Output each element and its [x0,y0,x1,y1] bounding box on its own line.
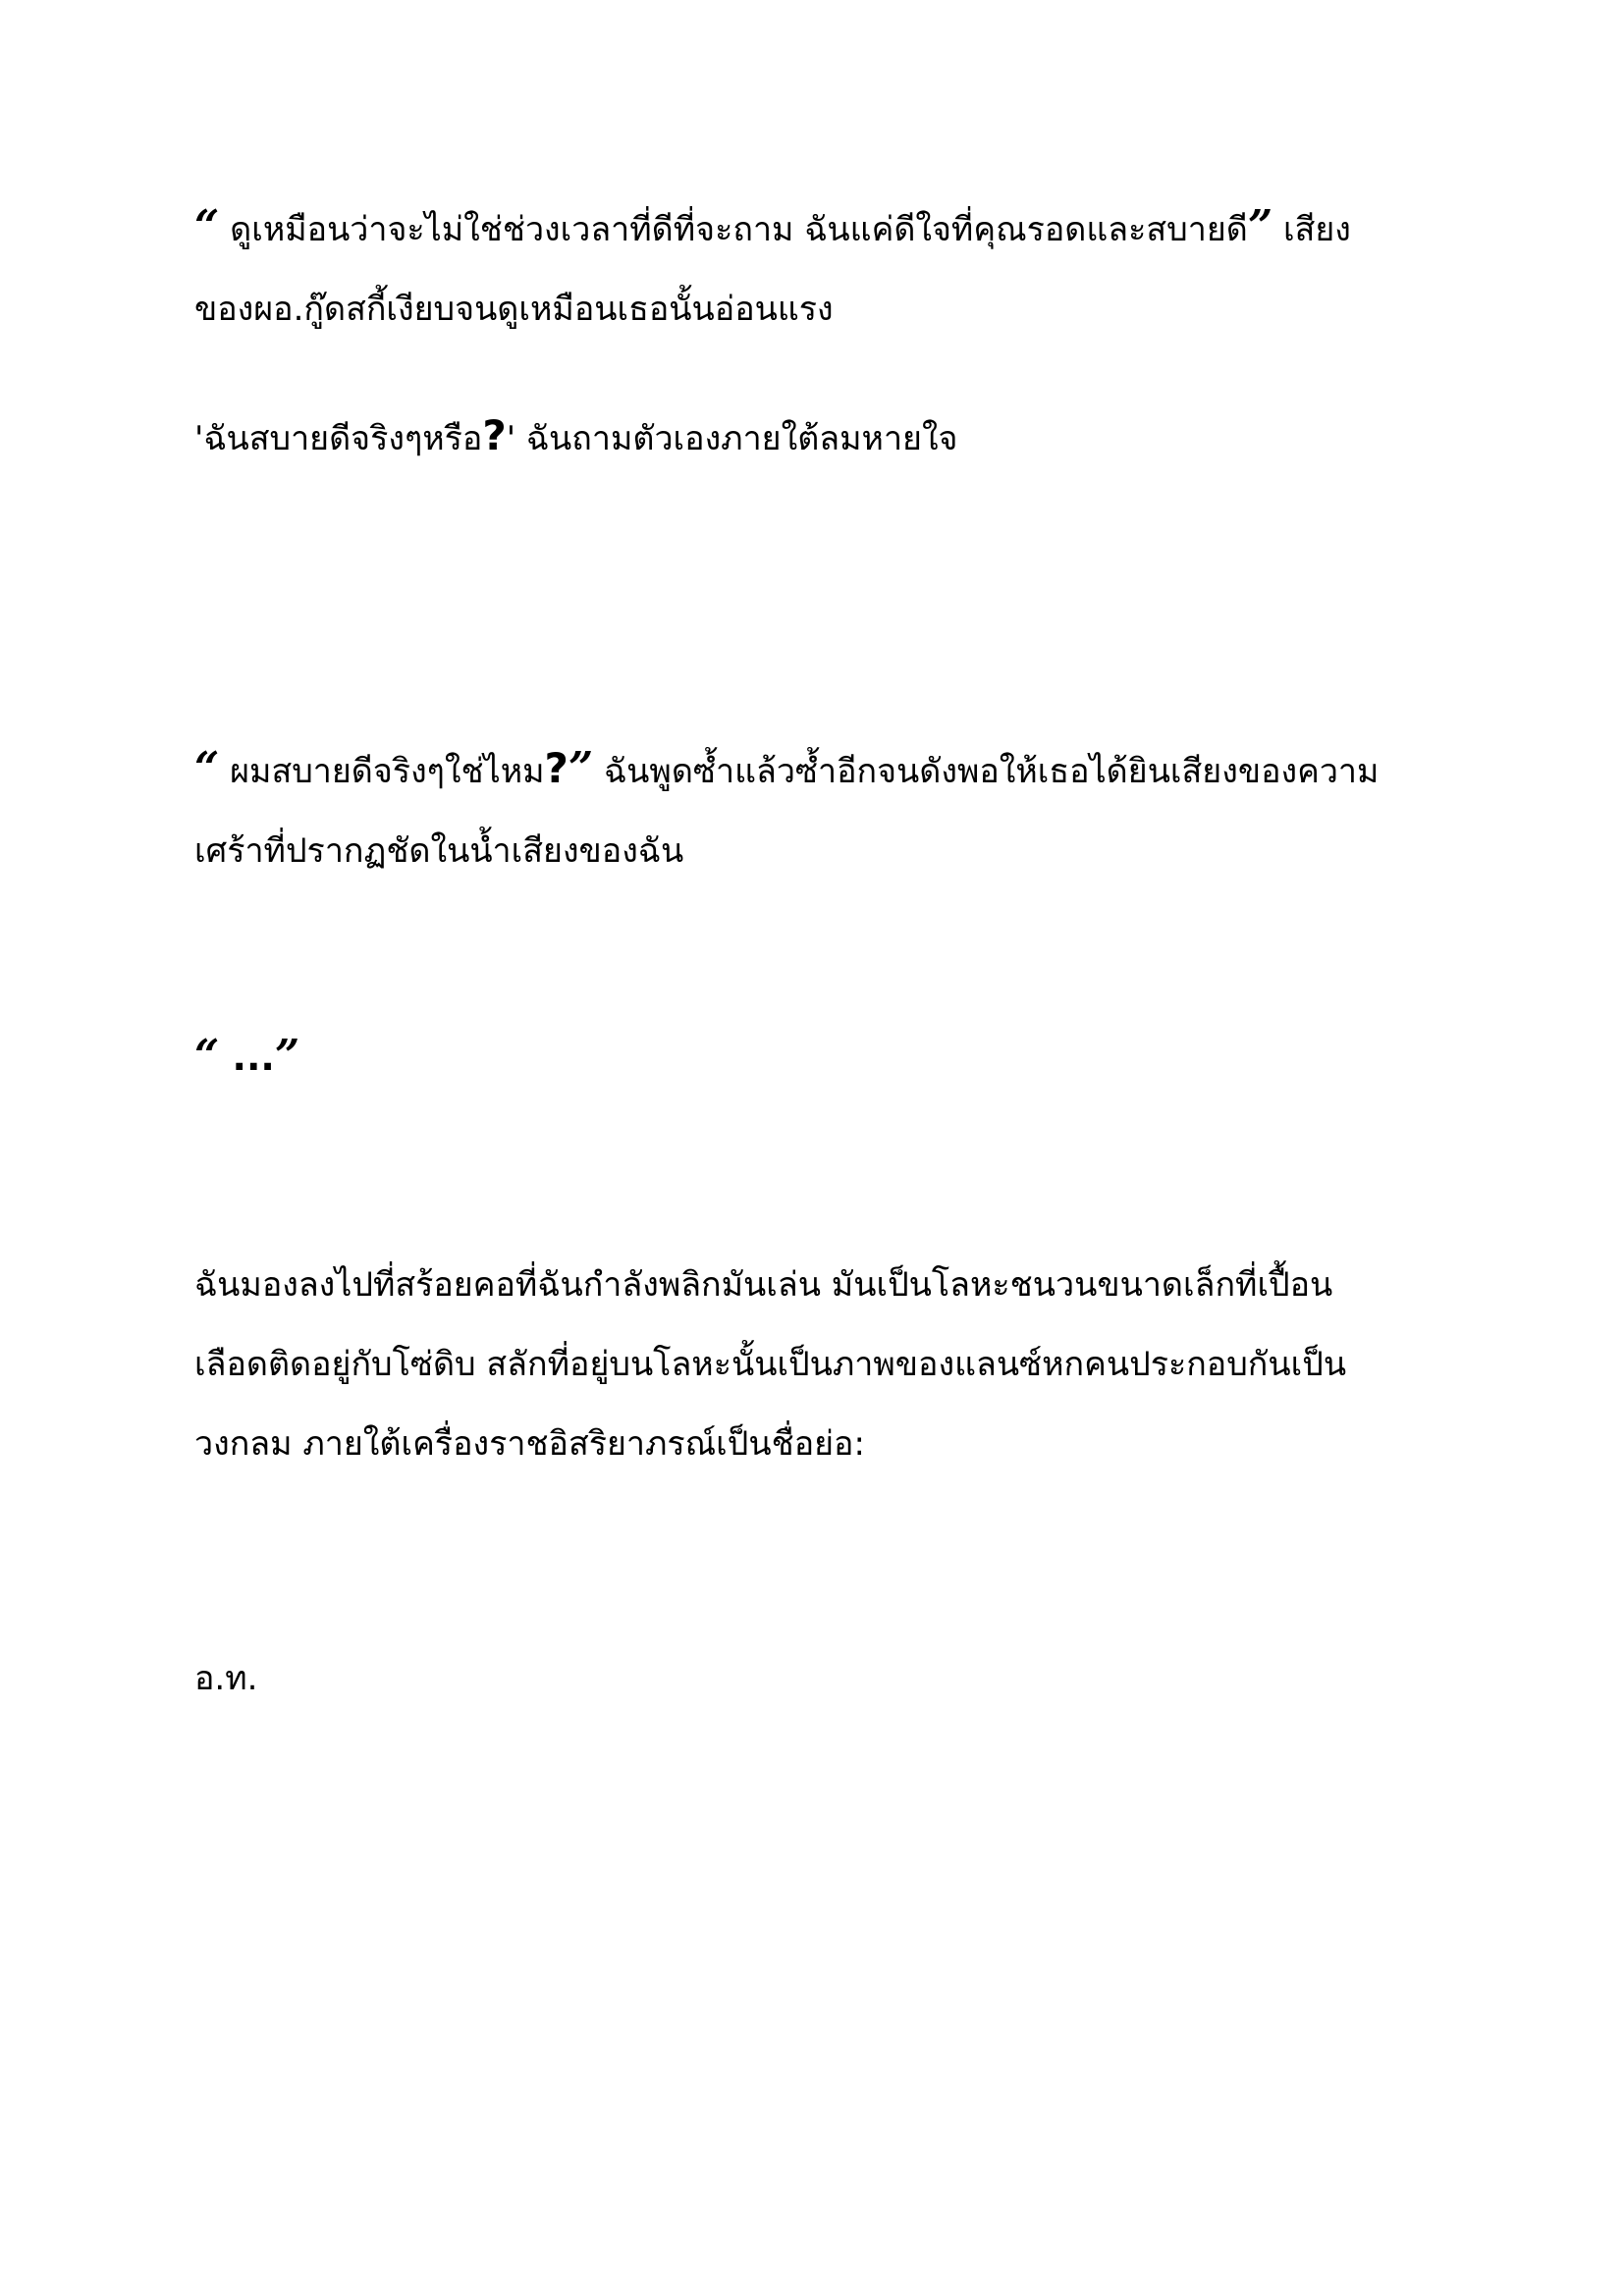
close-quote: ” [274,1031,300,1081]
question-mark: ? [482,411,507,459]
paragraph-4-line-1 [194,1016,1471,1099]
thought-close-mark: ' [506,419,516,458]
dialogue-text: ผมสบายดีจริงๆใช่ไหม [219,752,545,791]
dialogue-text: ดูเหมือนว่าจะไม่ใช่ช่วงเวลาที่ดีที่จะถาม ฉันแค่ดีใจที่คุณรอดและสบายดี [219,210,1248,249]
open-quote: “ [194,743,220,793]
paragraph-3-line-1 [194,728,1471,812]
paragraph-3 [194,728,1471,891]
close-quote: ” [568,743,594,793]
paragraph-5-line-1: ฉันมองลงไปที่สร้อยคอที่ฉันกำลังพลิกมันเล่น มันเป็นโลหะชนวนขนาดเล็กที่เปื้อน [194,1265,1333,1305]
ellipsis-text: ... [219,1036,275,1079]
narration-text: เสียง [1272,210,1351,249]
narration-text: ฉันพูดซ้ำแล้วซ้ำอีกจนดังพอให้เธอได้ยินเสียงของความ [593,752,1380,791]
paragraph-2-line-1 [194,396,1471,479]
open-quote: “ [194,201,220,251]
open-quote: “ [194,1031,220,1081]
paragraph-5-line-3: วงกลม ภายใต้เครื่องราชอิสริยาภรณ์เป็นชื่อย่อ: [194,1424,865,1464]
narration-text: ฉันถามตัวเองภายใต้ลมหายใจ [515,419,958,458]
thought-text: 'ฉันสบายดีจริงๆหรือ [194,419,483,458]
paragraph-5 [194,1246,1471,1484]
paragraph-3-line-2: เศร้าที่ปรากฏชัดในน้ำเสียงของฉัน [194,831,684,871]
paragraph-4 [194,1016,1471,1099]
paragraph-1 [194,187,1471,349]
question-mark: ? [544,744,568,792]
paragraph-6 [194,1639,1471,1719]
paragraph-1-line-2: ของผอ.กู๊ดสกี้เงียบจนดูเหมือนเธอนั้นอ่อนแรง [194,290,834,329]
paragraph-2 [194,396,1471,479]
paragraph-6-line-1: อ.ท. [194,1659,258,1698]
paragraph-1-line-1 [194,187,1471,270]
paragraph-5-line-2: เลือดติดอยู่กับโซ่ดิบ สลักที่อยู่บนโลหะนั้นเป็นภาพของแลนซ์หกคนประกอบกันเป็น [194,1345,1347,1384]
close-quote: ” [1247,201,1273,251]
